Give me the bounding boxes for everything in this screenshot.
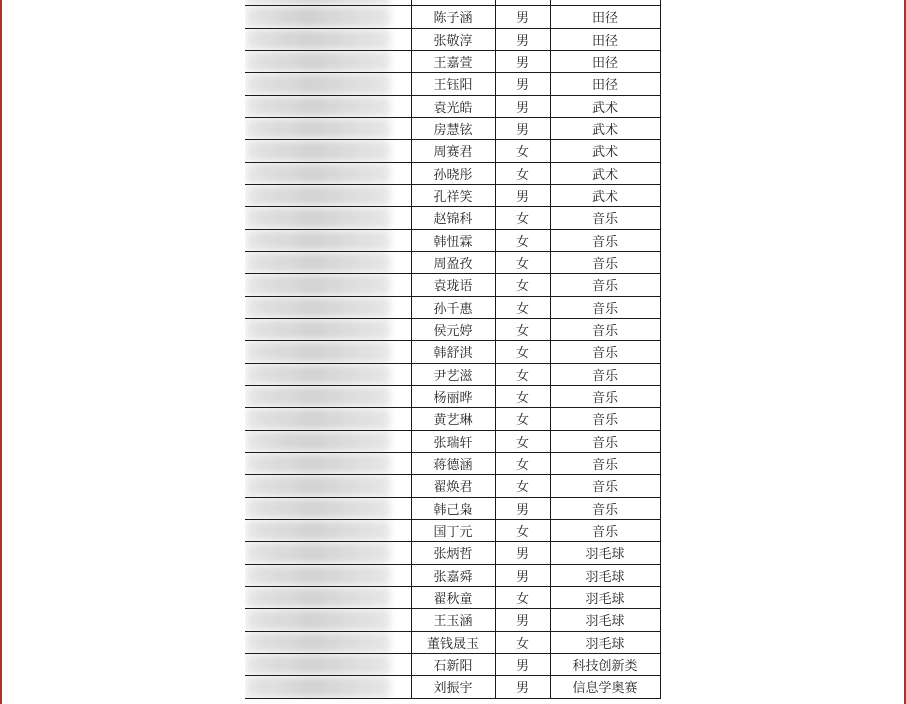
event-cell: 音乐 [550,475,660,497]
gender-cell: 男 [495,28,550,50]
redaction-blur [245,386,390,407]
gender-cell: 女 [495,519,550,541]
page-border-left [0,0,2,704]
student-id-cell [245,274,411,296]
redaction-blur [245,520,390,541]
table-row [245,430,660,452]
table-row [245,385,660,407]
gender-cell: 女 [495,140,550,162]
student-id-cell [245,50,411,72]
gender-cell: 女 [495,162,550,184]
table-row [245,184,660,206]
student-id-cell [245,363,411,385]
student-id-cell [245,229,411,251]
student-id-cell [245,117,411,139]
student-id-cell [245,609,411,631]
table-row [245,631,660,653]
student-name-cell: 张瑞轩 [411,430,495,452]
event-cell: 音乐 [550,341,660,363]
redaction-blur [245,96,390,117]
event-cell: 羽毛球 [550,609,660,631]
redaction-blur [245,431,390,452]
event-cell: 武术 [550,95,660,117]
table-row [245,497,660,519]
student-name-cell: 袁珑语 [411,274,495,296]
gender-cell: 女 [495,430,550,452]
table-row [245,229,660,251]
redaction-blur [245,6,390,27]
student-id-cell [245,184,411,206]
student-name-cell: 袁光皓 [411,95,495,117]
gender-cell: 男 [495,73,550,95]
event-cell: 科技创新类 [550,653,660,675]
student-id-cell [245,676,411,698]
student-name-cell: 国丁元 [411,519,495,541]
event-cell: 音乐 [550,318,660,340]
event-cell: 田径 [550,6,660,28]
student-id-cell [245,497,411,519]
table-row [245,95,660,117]
gender-cell: 女 [495,318,550,340]
gender-cell: 女 [495,207,550,229]
student-id-cell [245,207,411,229]
redaction-blur [245,587,390,608]
table-row [245,318,660,340]
table-row [245,586,660,608]
redaction-blur [245,163,390,184]
redaction-blur [245,341,390,362]
redaction-blur [245,498,390,519]
redaction-blur [245,140,390,161]
student-name-cell: 张敬淳 [411,28,495,50]
redaction-blur [245,632,390,653]
student-id-cell [245,385,411,407]
student-id-cell [245,296,411,318]
student-id-cell [245,6,411,28]
redaction-blur [245,676,390,697]
table-row [245,73,660,95]
redaction-blur [245,73,390,94]
redaction-blur [245,185,390,206]
gender-cell: 男 [495,117,550,139]
event-cell: 音乐 [550,452,660,474]
table-row [245,341,660,363]
student-name-cell: 侯元婷 [411,318,495,340]
redaction-blur [245,29,390,50]
gender-cell: 男 [495,6,550,28]
event-cell: 音乐 [550,251,660,273]
table-row [245,117,660,139]
student-id-cell [245,430,411,452]
event-cell: 羽毛球 [550,631,660,653]
student-id-cell [245,28,411,50]
student-name-cell: 房慧铉 [411,117,495,139]
event-cell: 羽毛球 [550,586,660,608]
table-row [245,363,660,385]
student-id-cell [245,653,411,675]
gender-cell: 女 [495,631,550,653]
student-id-cell [245,475,411,497]
event-cell: 武术 [550,184,660,206]
student-name-cell: 韩舒淇 [411,341,495,363]
event-cell: 音乐 [550,296,660,318]
redaction-blur [245,475,390,496]
table-row [245,140,660,162]
table-row [245,653,660,675]
student-name-cell: 孙千惠 [411,296,495,318]
event-cell: 音乐 [550,497,660,519]
table-row [245,519,660,541]
redaction-blur [245,118,390,139]
redaction-blur [245,319,390,340]
gender-cell: 女 [495,296,550,318]
student-id-cell [245,162,411,184]
table-row [245,475,660,497]
student-id-cell [245,519,411,541]
student-name-cell: 王玉涵 [411,609,495,631]
gender-cell: 女 [495,408,550,430]
student-name-cell: 蒋德涵 [411,452,495,474]
redaction-blur [245,207,390,228]
gender-cell: 女 [495,385,550,407]
table-row [245,408,660,430]
event-cell: 音乐 [550,385,660,407]
gender-cell: 女 [495,341,550,363]
gender-cell: 男 [495,95,550,117]
student-name-cell: 韩己枭 [411,497,495,519]
student-id-cell [245,73,411,95]
event-cell: 音乐 [550,274,660,296]
student-id-cell [245,564,411,586]
redaction-blur [245,364,390,385]
table-row [245,50,660,72]
student-id-cell [245,542,411,564]
table-row [245,6,660,28]
table-row [245,564,660,586]
redaction-blur [245,565,390,586]
student-name-cell: 张嘉舜 [411,564,495,586]
gender-cell: 女 [495,452,550,474]
table-row [245,251,660,273]
gender-cell: 男 [495,184,550,206]
student-name-cell: 刘振宇 [411,676,495,698]
event-cell: 音乐 [550,363,660,385]
table-row [245,676,660,698]
student-name-cell: 尹艺滋 [411,363,495,385]
table-row [245,609,660,631]
gender-cell: 男 [495,50,550,72]
student-id-cell [245,452,411,474]
redaction-blur [245,230,390,251]
event-cell: 羽毛球 [550,564,660,586]
student-name-cell: 周盈孜 [411,251,495,273]
redaction-blur [245,252,390,273]
event-cell: 音乐 [550,430,660,452]
student-roster-table [245,0,661,699]
event-cell: 武术 [550,117,660,139]
student-id-cell [245,408,411,430]
table-row [245,274,660,296]
table-row [245,296,660,318]
student-name-cell: 周赛君 [411,140,495,162]
redaction-blur [245,0,390,5]
redaction-blur [245,51,390,72]
gender-cell: 女 [495,475,550,497]
table-row [245,452,660,474]
gender-cell: 男 [495,609,550,631]
redaction-blur [245,609,390,630]
event-cell: 武术 [550,140,660,162]
gender-cell: 男 [495,564,550,586]
redaction-blur [245,274,390,295]
event-cell: 羽毛球 [550,542,660,564]
table-row [245,28,660,50]
gender-cell: 女 [495,586,550,608]
redaction-blur [245,408,390,429]
event-cell: 田径 [550,73,660,95]
event-cell: 信息学奥赛 [550,676,660,698]
event-cell: 音乐 [550,229,660,251]
table-row [245,207,660,229]
student-name-cell: 张炳哲 [411,542,495,564]
table-row [245,542,660,564]
redaction-blur [245,654,390,675]
student-id-cell [245,318,411,340]
event-cell: 武术 [550,162,660,184]
student-name-cell: 黄艺琳 [411,408,495,430]
student-id-cell [245,341,411,363]
student-name-cell: 孙晓彤 [411,162,495,184]
student-name-cell: 王钰阳 [411,73,495,95]
redaction-blur [245,542,390,563]
gender-cell: 男 [495,653,550,675]
student-name-cell: 王嘉萱 [411,50,495,72]
student-id-cell [245,586,411,608]
gender-cell: 女 [495,363,550,385]
event-cell: 音乐 [550,207,660,229]
gender-cell: 女 [495,229,550,251]
redaction-blur [245,297,390,318]
gender-cell: 女 [495,251,550,273]
student-id-cell [245,140,411,162]
student-name-cell: 陈子涵 [411,6,495,28]
event-cell: 田径 [550,50,660,72]
table-row [245,162,660,184]
student-name-cell: 翟焕君 [411,475,495,497]
redaction-blur [245,453,390,474]
student-name-cell: 翟秋童 [411,586,495,608]
gender-cell: 男 [495,542,550,564]
student-id-cell [245,95,411,117]
student-name-cell: 韩忸霖 [411,229,495,251]
student-name-cell: 石新阳 [411,653,495,675]
student-name-cell: 董钱晟玉 [411,631,495,653]
gender-cell: 男 [495,676,550,698]
student-name-cell: 赵锦科 [411,207,495,229]
roster-body [245,0,660,698]
student-id-cell [245,251,411,273]
gender-cell: 女 [495,274,550,296]
event-cell: 音乐 [550,519,660,541]
student-name-cell: 孔祥笑 [411,184,495,206]
gender-cell: 男 [495,497,550,519]
student-id-cell [245,631,411,653]
student-name-cell: 杨丽晔 [411,385,495,407]
event-cell: 音乐 [550,408,660,430]
event-cell: 田径 [550,28,660,50]
